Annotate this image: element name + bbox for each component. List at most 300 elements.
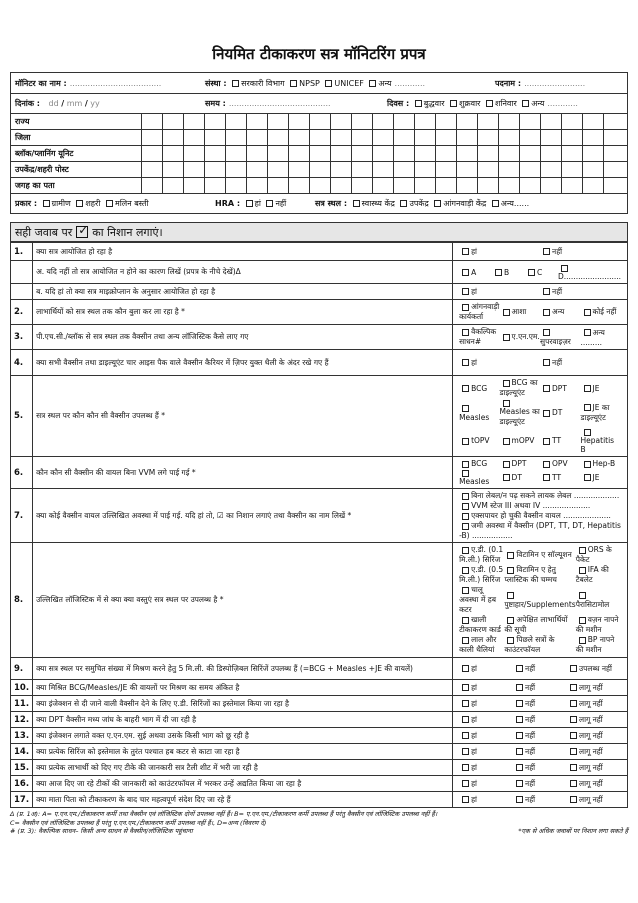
location-cell[interactable] — [603, 130, 624, 145]
location-cell[interactable] — [288, 146, 309, 161]
location-cell[interactable] — [141, 162, 162, 177]
option-checkbox[interactable] — [584, 474, 591, 481]
option-checkbox[interactable] — [462, 732, 469, 739]
site-option-label: अन्य...... — [500, 199, 530, 208]
option — [459, 501, 621, 511]
location-cell[interactable] — [561, 114, 582, 129]
location-cell[interactable] — [456, 178, 477, 193]
option-checkbox[interactable] — [579, 617, 586, 624]
location-cell[interactable] — [288, 130, 309, 145]
options-cell — [453, 776, 628, 792]
location-cell[interactable] — [414, 146, 435, 161]
location-cell[interactable] — [540, 114, 561, 129]
location-row-label: जिला — [15, 133, 31, 142]
day-label: दिवस : — [387, 99, 410, 108]
option-checkbox[interactable] — [570, 796, 577, 803]
location-cell[interactable] — [225, 146, 246, 161]
location-cell[interactable] — [582, 162, 603, 177]
location-row-label: राज्य — [15, 117, 30, 126]
location-cell[interactable] — [246, 162, 267, 177]
option-checkbox[interactable] — [570, 780, 577, 787]
location-cell[interactable] — [519, 162, 540, 177]
option-checkbox[interactable] — [570, 748, 577, 755]
option-checkbox[interactable] — [462, 716, 469, 723]
option-checkbox[interactable] — [495, 269, 502, 276]
location-cell[interactable] — [372, 146, 393, 161]
option-checkbox[interactable] — [528, 269, 535, 276]
option-checkbox[interactable] — [516, 716, 523, 723]
option-checkbox[interactable] — [579, 637, 586, 644]
location-cell[interactable] — [372, 130, 393, 145]
location-cell[interactable] — [393, 114, 414, 129]
option-label: लाल और काली थैलियां — [459, 635, 497, 654]
location-cell[interactable] — [393, 162, 414, 177]
option-checkbox[interactable] — [503, 380, 510, 387]
option-label: D........................ — [558, 272, 621, 281]
question-options — [456, 286, 624, 298]
option-checkbox[interactable] — [543, 410, 550, 417]
location-cell[interactable] — [162, 146, 183, 161]
option-checkbox[interactable] — [570, 665, 577, 672]
option-checkbox[interactable] — [543, 385, 550, 392]
location-cell[interactable] — [225, 178, 246, 193]
option — [540, 473, 580, 482]
location-cell[interactable] — [204, 162, 225, 177]
option-checkbox[interactable] — [584, 461, 591, 468]
option-checkbox[interactable] — [516, 665, 523, 672]
day-group — [387, 98, 578, 109]
question-text: सत्र स्थल पर कौन कौन सी वैक्सीन उपलब्ध हैं * — [33, 376, 453, 457]
location-cell[interactable] — [456, 146, 477, 161]
type-checkbox-rural[interactable] — [43, 200, 50, 207]
location-cell[interactable] — [267, 162, 288, 177]
question-options — [456, 262, 624, 282]
option-checkbox[interactable] — [462, 587, 469, 594]
option — [558, 263, 621, 281]
option-checkbox[interactable] — [543, 461, 550, 468]
option-checkbox[interactable] — [503, 309, 510, 316]
option-checkbox[interactable] — [516, 684, 523, 691]
option — [459, 404, 499, 422]
option-checkbox[interactable] — [462, 513, 469, 520]
location-cell[interactable] — [393, 178, 414, 193]
option — [459, 468, 499, 486]
org-checkbox-unicef[interactable] — [325, 80, 332, 87]
question-row — [11, 543, 628, 658]
location-row — [11, 129, 627, 145]
option-checkbox[interactable] — [462, 684, 469, 691]
location-cell[interactable] — [603, 178, 624, 193]
site-checkbox-other[interactable] — [492, 200, 499, 207]
option-checkbox[interactable] — [462, 764, 469, 771]
option-checkbox[interactable] — [579, 547, 586, 554]
location-cell[interactable] — [582, 114, 603, 129]
location-cell[interactable] — [477, 146, 498, 161]
option-checkbox[interactable] — [570, 716, 577, 723]
location-cell[interactable] — [288, 178, 309, 193]
option-checkbox[interactable] — [507, 592, 514, 599]
location-cell[interactable] — [477, 178, 498, 193]
org-option-label: अन्य — [378, 78, 392, 88]
location-cell[interactable] — [330, 114, 351, 129]
hra-label: HRA : — [215, 199, 241, 208]
option-checkbox[interactable] — [584, 309, 591, 316]
option-label: हां — [471, 714, 477, 724]
location-cell[interactable] — [225, 114, 246, 129]
location-cell[interactable] — [372, 162, 393, 177]
option-checkbox[interactable] — [462, 547, 469, 554]
site-checkbox-health-centre[interactable] — [353, 200, 360, 207]
option-checkbox[interactable] — [462, 503, 469, 510]
location-cell[interactable] — [225, 130, 246, 145]
option-label: JE का डाइल्यूएंट — [580, 402, 610, 422]
option-checkbox[interactable] — [516, 700, 523, 707]
option-checkbox[interactable] — [503, 400, 510, 407]
location-cell[interactable] — [267, 178, 288, 193]
option-checkbox[interactable] — [503, 438, 510, 445]
location-cell[interactable] — [498, 178, 519, 193]
question-row — [11, 350, 628, 376]
option-label: नहीं — [525, 762, 536, 772]
option-checkbox[interactable] — [543, 474, 550, 481]
org-other-field[interactable]: ............ — [394, 78, 426, 88]
option-checkbox[interactable] — [462, 405, 469, 412]
location-cell[interactable] — [225, 162, 246, 177]
option-label: लागू नहीं — [579, 682, 603, 692]
location-cell[interactable] — [477, 114, 498, 129]
location-cell[interactable] — [540, 178, 561, 193]
footnote-hash: # (प्र. 3): वैकल्पिक साधन– किसी अन्य साधन से वैक्सीन/लॉजिस्टिक पहुंचाना — [10, 827, 193, 836]
option-label: हां — [471, 246, 477, 256]
location-cell[interactable] — [204, 146, 225, 161]
location-cell[interactable] — [309, 146, 330, 161]
option-checkbox[interactable] — [507, 567, 514, 574]
option-checkbox[interactable] — [503, 474, 510, 481]
options-cell — [453, 350, 628, 376]
location-grid — [11, 113, 627, 193]
option-label: हां — [471, 778, 477, 788]
option-checkbox[interactable] — [462, 567, 469, 574]
location-cell[interactable] — [561, 130, 582, 145]
location-cell[interactable] — [309, 130, 330, 145]
option-checkbox[interactable] — [543, 248, 550, 255]
option-checkbox[interactable] — [584, 329, 591, 336]
question-row — [11, 261, 628, 284]
hra-checkbox-yes[interactable] — [246, 200, 253, 207]
option-checkbox[interactable] — [462, 329, 469, 336]
option-checkbox[interactable] — [543, 359, 550, 366]
location-cell[interactable] — [477, 130, 498, 145]
location-cell[interactable] — [141, 146, 162, 161]
location-cell[interactable] — [309, 162, 330, 177]
location-cell[interactable] — [351, 130, 372, 145]
option — [459, 436, 499, 445]
location-cell[interactable] — [141, 114, 162, 129]
instruction-bar — [10, 222, 628, 242]
location-cell[interactable] — [435, 146, 456, 161]
location-cell[interactable] — [519, 114, 540, 129]
option — [459, 491, 621, 501]
option-checkbox[interactable] — [462, 438, 469, 445]
option-label: BCG का डाइल्यूएंट — [499, 378, 538, 397]
location-cell[interactable] — [561, 162, 582, 177]
day-option-label: अन्य — [531, 99, 545, 108]
option-checkbox[interactable] — [516, 732, 523, 739]
location-cell[interactable] — [162, 114, 183, 129]
option-checkbox[interactable] — [543, 329, 550, 336]
location-cell[interactable] — [162, 130, 183, 145]
location-cell[interactable] — [309, 178, 330, 193]
location-cell[interactable] — [456, 114, 477, 129]
location-cell[interactable] — [603, 162, 624, 177]
option-label: DT — [552, 408, 563, 417]
designation-label: पदनाम : — [495, 78, 522, 88]
options-cell — [453, 543, 628, 658]
location-cell[interactable] — [267, 146, 288, 161]
location-cell[interactable] — [435, 162, 456, 177]
options-cell — [453, 300, 628, 325]
location-cell[interactable] — [582, 146, 603, 161]
option-checkbox[interactable] — [516, 780, 523, 787]
option-checkbox[interactable] — [462, 523, 469, 530]
option — [540, 384, 580, 393]
option-label: C — [537, 267, 543, 277]
location-cell[interactable] — [162, 162, 183, 177]
option-checkbox[interactable] — [462, 359, 469, 366]
location-cell[interactable] — [414, 178, 435, 193]
location-cell[interactable] — [603, 146, 624, 161]
org-checkbox-other[interactable] — [369, 80, 376, 87]
location-cell[interactable] — [183, 178, 204, 193]
location-cell[interactable] — [519, 178, 540, 193]
location-cell[interactable] — [183, 130, 204, 145]
option-checkbox[interactable] — [462, 470, 469, 477]
option-checkbox[interactable] — [543, 288, 550, 295]
time-field[interactable]: ........................................ — [228, 99, 331, 108]
question-row — [11, 792, 628, 808]
location-cell[interactable] — [603, 114, 624, 129]
location-cell[interactable] — [204, 178, 225, 193]
location-cell[interactable] — [519, 146, 540, 161]
location-cell[interactable] — [246, 146, 267, 161]
option-checkbox[interactable] — [462, 269, 469, 276]
location-cell[interactable] — [288, 162, 309, 177]
option-checkbox[interactable] — [543, 438, 550, 445]
options-cell — [453, 760, 628, 776]
option-checkbox[interactable] — [516, 748, 523, 755]
option-label: ए.डी. (0.1 मि.ली.) सिरिंज — [459, 545, 504, 564]
day-checkbox-sat[interactable] — [486, 100, 493, 107]
designation-field[interactable]: ........................ — [524, 78, 586, 88]
location-cell[interactable] — [414, 162, 435, 177]
question-text: पी.एच.सी./ब्लॉक से सत्र स्थल तक वैक्सीन तथा अन्य लॉजिस्टिक कैसे लाए गए — [33, 325, 453, 350]
location-cell[interactable] — [393, 146, 414, 161]
option-checkbox[interactable] — [516, 796, 523, 803]
question-options — [456, 746, 624, 758]
option-checkbox[interactable] — [561, 265, 568, 272]
question-options — [456, 246, 624, 258]
location-cell[interactable] — [330, 146, 351, 161]
option-checkbox[interactable] — [579, 592, 586, 599]
option-label: पैरासिटामोल — [575, 599, 610, 609]
location-cell[interactable] — [498, 114, 519, 129]
location-cell[interactable] — [582, 130, 603, 145]
location-cell[interactable] — [162, 178, 183, 193]
location-cell[interactable] — [267, 114, 288, 129]
location-cell[interactable] — [498, 130, 519, 145]
option-checkbox[interactable] — [570, 700, 577, 707]
location-cell[interactable] — [204, 130, 225, 145]
option-checkbox[interactable] — [543, 309, 550, 316]
location-cell[interactable] — [372, 178, 393, 193]
location-cell[interactable] — [330, 162, 351, 177]
org-checkbox-govt[interactable] — [232, 80, 239, 87]
date-dd[interactable]: dd — [48, 99, 59, 108]
location-cell[interactable] — [498, 146, 519, 161]
option-checkbox[interactable] — [462, 461, 469, 468]
location-cell[interactable] — [330, 130, 351, 145]
location-cell[interactable] — [561, 178, 582, 193]
location-cell[interactable] — [351, 178, 372, 193]
location-cell[interactable] — [435, 130, 456, 145]
time-label: समय : — [205, 99, 226, 108]
type-checkbox-urban[interactable] — [76, 200, 83, 207]
org-checkbox-npsp[interactable] — [290, 80, 297, 87]
location-cell[interactable] — [204, 114, 225, 129]
option — [567, 779, 621, 789]
option-checkbox[interactable] — [570, 684, 577, 691]
question-row — [11, 680, 628, 696]
option-checkbox[interactable] — [584, 429, 591, 436]
option-label: नहीं — [525, 730, 536, 740]
location-cell[interactable] — [267, 130, 288, 145]
day-checkbox-wed[interactable] — [415, 100, 422, 107]
option-checkbox[interactable] — [462, 665, 469, 672]
location-cell[interactable] — [372, 114, 393, 129]
option-checkbox[interactable] — [462, 248, 469, 255]
day-option-label: बुद्धवार — [423, 99, 445, 108]
location-cell[interactable] — [540, 130, 561, 145]
location-row-label: उपकेंद्र/शहरी पोस्ट — [15, 165, 69, 174]
location-cell[interactable] — [351, 162, 372, 177]
option-checkbox[interactable] — [507, 617, 514, 624]
location-cell[interactable] — [330, 178, 351, 193]
option — [513, 763, 567, 773]
option-checkbox[interactable] — [507, 552, 514, 559]
location-cell[interactable] — [435, 114, 456, 129]
type-option-label: मलिन बस्ती — [114, 199, 149, 208]
option-checkbox[interactable] — [507, 637, 514, 644]
option-checkbox[interactable] — [462, 304, 469, 311]
date-yy[interactable]: yy — [90, 99, 100, 108]
location-cell[interactable] — [561, 146, 582, 161]
option — [459, 521, 621, 540]
option — [459, 731, 513, 741]
location-cell[interactable] — [246, 178, 267, 193]
option-checkbox[interactable] — [462, 748, 469, 755]
date-mm[interactable]: mm — [66, 99, 83, 108]
day-checkbox-fri[interactable] — [450, 100, 457, 107]
day-checkbox-other[interactable] — [522, 100, 529, 107]
option — [459, 358, 540, 368]
location-cell[interactable] — [288, 114, 309, 129]
option — [513, 683, 567, 693]
question-row — [11, 712, 628, 728]
option-checkbox[interactable] — [462, 796, 469, 803]
option-checkbox[interactable] — [462, 617, 469, 624]
location-cell[interactable] — [582, 178, 603, 193]
location-cell[interactable] — [183, 162, 204, 177]
option-checkbox[interactable] — [462, 385, 469, 392]
location-cell[interactable] — [456, 162, 477, 177]
location-cell[interactable] — [183, 114, 204, 129]
option-checkbox[interactable] — [570, 764, 577, 771]
option-checkbox[interactable] — [462, 637, 469, 644]
location-cell[interactable] — [393, 130, 414, 145]
location-cell[interactable] — [351, 146, 372, 161]
option-label: JE — [592, 383, 600, 393]
option — [459, 268, 492, 277]
option-label: पुष्टाहार/Supplements — [504, 599, 576, 609]
monitor-name-field[interactable]: .................................... — [69, 78, 162, 88]
question-options — [456, 682, 624, 694]
location-cell[interactable] — [141, 178, 162, 193]
option — [576, 591, 621, 610]
hra-option-label: नहीं — [275, 199, 287, 208]
type-checkbox-slum[interactable] — [106, 200, 113, 207]
option-label: हां — [471, 794, 477, 804]
option-label: नहीं — [552, 286, 563, 296]
option-checkbox[interactable] — [462, 493, 469, 500]
question-row — [11, 243, 628, 261]
option — [459, 763, 513, 773]
location-cell[interactable] — [351, 114, 372, 129]
day-other-field[interactable]: ............ — [547, 99, 578, 108]
site-checkbox-subcentre[interactable] — [400, 200, 407, 207]
question-options — [456, 663, 624, 675]
location-cell[interactable] — [540, 146, 561, 161]
option-checkbox[interactable] — [584, 404, 591, 411]
location-cell[interactable] — [498, 162, 519, 177]
option-checkbox[interactable] — [462, 288, 469, 295]
option-checkbox[interactable] — [503, 334, 510, 341]
location-cell[interactable] — [414, 130, 435, 145]
location-cell[interactable] — [477, 162, 498, 177]
option-checkbox[interactable] — [584, 385, 591, 392]
location-cell[interactable] — [246, 114, 267, 129]
location-cell[interactable] — [414, 114, 435, 129]
location-cell[interactable] — [246, 130, 267, 145]
hra-checkbox-no[interactable] — [266, 200, 273, 207]
option-checkbox[interactable] — [462, 780, 469, 787]
option-checkbox[interactable] — [579, 567, 586, 574]
option-label: लागू नहीं — [579, 762, 603, 772]
location-cell[interactable] — [309, 114, 330, 129]
option-checkbox[interactable] — [570, 732, 577, 739]
option-label: नहीं — [525, 794, 536, 804]
option-checkbox[interactable] — [516, 764, 523, 771]
location-cell[interactable] — [183, 146, 204, 161]
site-checkbox-anganwadi[interactable] — [434, 200, 441, 207]
location-cell[interactable] — [456, 130, 477, 145]
location-cell[interactable] — [141, 130, 162, 145]
question-row — [11, 376, 628, 457]
location-cell[interactable] — [519, 130, 540, 145]
option-checkbox[interactable] — [462, 700, 469, 707]
option-checkbox[interactable] — [503, 461, 510, 468]
location-cell[interactable] — [435, 178, 456, 193]
location-cell[interactable] — [540, 162, 561, 177]
